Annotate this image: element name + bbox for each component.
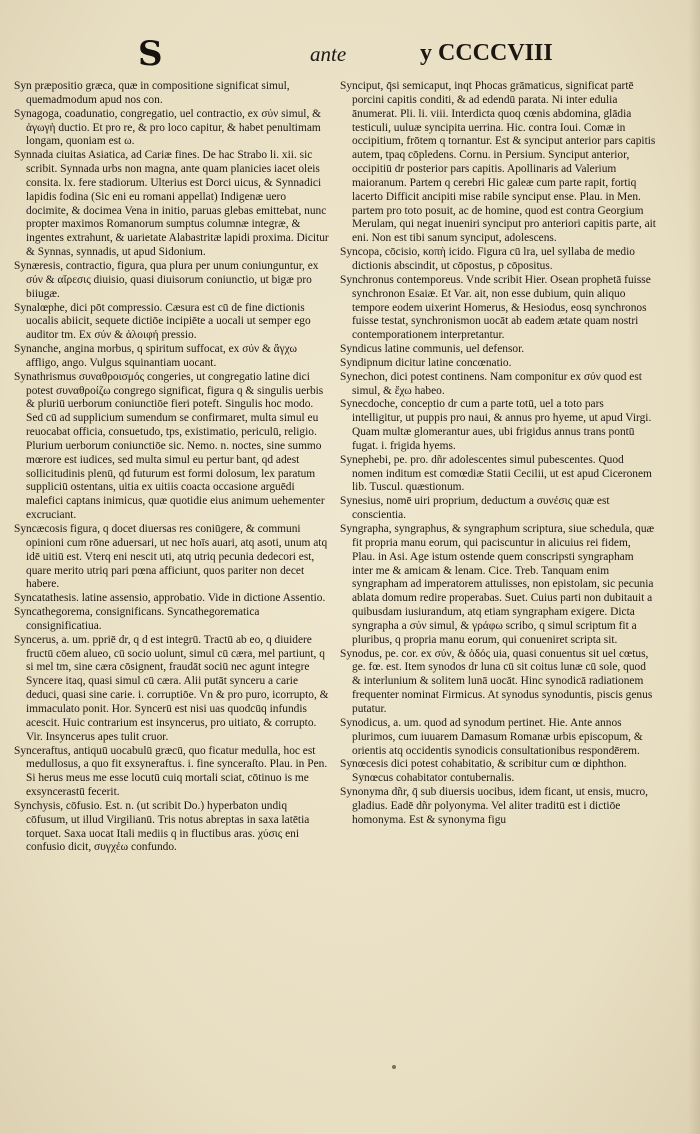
dictionary-entry: Synodicus, a. um. quod ad synodum pertinet. Hie. Ante annos plurimos, cum iuuarem Damasum Romanæ urbis episcopum, & orientis atq occidentis synodicis consultationibus respondērem. [340, 716, 643, 757]
dictionary-entry: Synchysis, cōfusio. Est. n. (ut scribit Do.) hyperbaton undiq cōfusum, ut illud Virgilianū. Tris notus abreptas in saxa latētia torquet. Saxa uocat Itali mediis q in fluctibus aras. χύσις eni confusio dicit, συγχέω confundo. [14, 799, 310, 854]
dictionary-entry: Synechon, dici potest continens. Nam componitur ex σύν quod est simul, & ἔχω habeo. [340, 370, 642, 397]
dictionary-entry: Synalœphe, dici pōt compressio. Cæsura est cū de fine dictionis uocalis abiicit, sequete dictiōe incipiēte a uocali ut semper ego auditor tm. Ex σύν & ἀλοιφή pressio. [14, 301, 311, 342]
dictionary-entry: Syngrapha, syngraphus, & syngraphum scriptura, siue schedula, quæ fit propria manu eorum, qui paciscuntur in alicuius rei fidem, Plau. in Asi. Age istum ostende quem conscripsti syngrapham inter me & amicam & lenam. Cice. Treb. Tanquam enim syngrapham ad imperatorem attulisses, non epistolam, sic pecunia ablata domum redire properabas. Suet. Cuius parti non dubitauit a quibusdam iusiurandum, atq etiam syngrapham exigere. Dicta syngrapha a σύν simul, & γράφω scribo, q simul scriptum fit a pluribus, q propria manu eorum, qui conueniret scripta sit. [340, 523, 655, 646]
dictionary-entry: Synesius, nomē uiri proprium, deductum a συνέσις quæ est conscientia. [340, 495, 610, 522]
dictionary-entry: Synnada ciuitas Asiatica, ad Cariæ fines. De hac Strabo li. xii. sic scribit. Synnada urbs non magna, ante quam planicies iacet oleis consita. lx. fere stadiorum. Ulterius est Dorci uicus, & Synnadici lapidis fodina (Sic eni eu romani appellat) Indigenæ uero docimite, & docimea Vena in initio, paruas glebas emittebat, nunc propter maximos Romanorum sumptus columnæ integræ, & ingentes extrahunt, & uarietate Alabastritæ lapidi proxima. Dicitur & Synnas, synnadis, ut apud Sidonium. [14, 149, 329, 259]
dictionary-entry: Syncæcosis figura, q docet diuersas res coniūgere, & communi opinioni cum rōne aduersari, ut nec hoīs auari, atq asoti, unum atq idē uitiū est. Vterq eni nescit uti, atq utriq pecunia dedecori est, quare merito utriq pari pœna afficiunt, quos pariter non decet habere. [14, 523, 328, 591]
dictionary-entry: Synœcesis dici potest cohabitatio, & scribitur cum œ diphthon. Synœcus cohabitator contubernalis. [340, 758, 627, 785]
running-head: ante [310, 42, 347, 66]
dictionary-entry: Synonyma dñr, q̄ sub diuersis uocibus, idem ficant, ut ensis, mucro, gladius. Eadē dñr polyonyma. Vel aliter traditū est i dictiōe homonyma. Est & synonyma figu [340, 786, 649, 826]
dictionary-entry: Synodus, pe. cor. ex σύν, & ὁδός uia, quasi conuentus sit uel cœtus, ge. fœ. est. Item synodos dr luna cū sit coitus lunæ cū sole, quod & interlunium & solitem lunā uocāt. Hinc synodicā radiationem frequenter nominat Firmicus. At synodus synoduntis, piscis genus putatur. [340, 647, 653, 715]
left-column [14, 80, 330, 855]
dictionary-entry: Syncopa, cōcisio, κοπὴ icido. Figura cū lra, uel syllaba de medio dictionis abscindit, ut cōpostus, p cōpositus. [340, 246, 635, 272]
folio-number: y CCCCVIII [420, 40, 553, 66]
dictionary-entry: Synagoga, coadunatio, congregatio, uel contractio, ex σύν simul, & ἀγωγὴ ductio. Et pro re, & pro loco capitur, & habet penultimam longam, quoniam est ω. [14, 107, 321, 148]
page-edge-shadow [688, 0, 700, 1134]
dictionary-entry: Syncatathesis. latine assensio, approbatio. Vide in dictione Assentio. [14, 592, 326, 605]
dictionary-entry: Synecdoche, conceptio dr cum a parte totū, uel a toto pars intelligitur, ut puppis pro naui, & annus pro hyeme, ut apud Virgi. Quam multæ glomerantur aues, ubi frigidus annus trans pontū fugat. i. frigida hyems. [340, 398, 652, 452]
dictionary-entry: Syncathegorema, consignificans. Syncathegorematica consignificatiua. [14, 606, 260, 632]
dictionary-entry: Synchronus contemporeus. Vnde scribit Hier. Osean prophetā fuisse synchronon Esaiæ. Et Var. ait, non esse dubium, quin aliquo tempore eodem uixerint Homerus, & Hesiodus, eosq synchronos fuisse testat, synchronismon uocāt ab eadem ætate quam nostri contemporationem interpretantur. [340, 273, 651, 342]
dictionary-entry: Synephebi, pe. pro. dñr adolescentes simul pubescentes. Quod nomen inditum est comœdiæ Statii Cecilii, ut est apud Ciceronem lib. Tuscul. quæstionum. [340, 453, 652, 494]
text-columns [14, 80, 690, 1080]
dictionary-entry: Syn præpositio græca, quæ in compositione significat simul, quemadmodum apud nos con. [14, 80, 290, 106]
dictionary-entry: Synanche, angina morbus, q spiritum suffocat, ex σύν & ἄγχω affligo, ango. Vulgus squinantiam uocant. [14, 343, 297, 369]
dictionary-entry: Syncerus, a. um. ppriē dr, q d est integrū. Tractū ab eo, q diuidere fructū cōem alueo, cū socio uolunt, simul cū cæra, mel partiunt, q si mel tm, sine cæra cōsignent, fraudāt sociū nec agunt integre Syncere itaq, quasi simul cū cæra. Alii putāt synceru a carie deduci, quasi sine carie. i. corruptiōe. Vn & pro puro, icorrupto, & immaculato ponit. Hor. Syncerū est nisi uas quodcūq infundis acescit. Huic contrarium est insyncerus, pro uitiato, & corrupto. Vir. Insyncerus apes tulit cruor. [14, 633, 329, 743]
dictionary-entry: Synathrismus συναθροισμός congeries, ut congregatio latine dici potest συναθροίζω congrego significat, figura q & singulis uerbis & pluriū uerborum coniunctiōe fieri poteft. Singulis hoc modo. Sed cū ad supplicium sumendum se confirmaret, multa simul eu reuocabat officia, consuetudo, tps, existimatio, periculū, religio. Plurium uerborum coniunctiōe sic. Nemo. n. noctes, sine summo mœrore est iudices, sed multa simul eu pertur bant, qd adest sollicitudinis plenū, qd futurum est formi dolosum, lex paratum suppliciū ostentans, uitia ex uitiis coacta occasione arguēdi malefici captans inimicus, quæ quotidie eius animum uehementer excruciant. [14, 370, 325, 522]
dictionary-entry: Synciput, q̄si semicaput, inqt Phocas grāmaticus, significat partē porcini capitis conditi, & ad edendū parata. Ni inter edulia ānumerat. Pli. li. viii. Interdicta quoq cœnis abdomina, glādia testiculi, uuluæ syncipita uerrina. Hic. contra Ioui. Comæ in occipitium, frōtem q tornantur. Est & synciput anterior pars capitis autem, tpaq cōpledens. Cornu. in Persium. Synciput anterior, occipitiū dr posterior pars capitis. Apollinaris ad Valerium maioranum. Partem q cerebri Hic galeæ cum parte rapit, fortiq lacerto Difficit ancipiti mise rabile synciput ense. Plau. in Men. partem pro toto posuit, ac de homine, quod est contra Georgium Merulam, qui negat inueniri synciput pro anteriori capitis parte, ait eni. Non est tibi sanum synciput, adolescens. [340, 80, 656, 245]
dictionary-entry: Synæresis, contractio, figura, qua plura per unum coniunguntur, ex σύν & αἵρεσις diuisio, quasi diuisorum coniunctio, ut bigæ pro biiugæ. [14, 259, 319, 300]
footer-dot [392, 1065, 396, 1069]
signature-mark: S [138, 34, 161, 74]
dictionary-entry: Synceraftus, antiquū uocabulū græcū, quo ficatur medulla, hoc est medullosus, a quo fit exsyneraftus. i. fine synceraſto. Plau. in Pen. Si herus meus me esse locutū cuiq mortali sciat, cōtinuo is me exsyncerastū fecerit. [14, 744, 328, 799]
dictionary-entry: Syndipnum dicitur latine concœnatio. [340, 356, 512, 369]
right-column [340, 80, 656, 828]
dictionary-entry: Syndicus latine communis, uel defensor. [340, 343, 525, 356]
page-header [0, 34, 700, 74]
